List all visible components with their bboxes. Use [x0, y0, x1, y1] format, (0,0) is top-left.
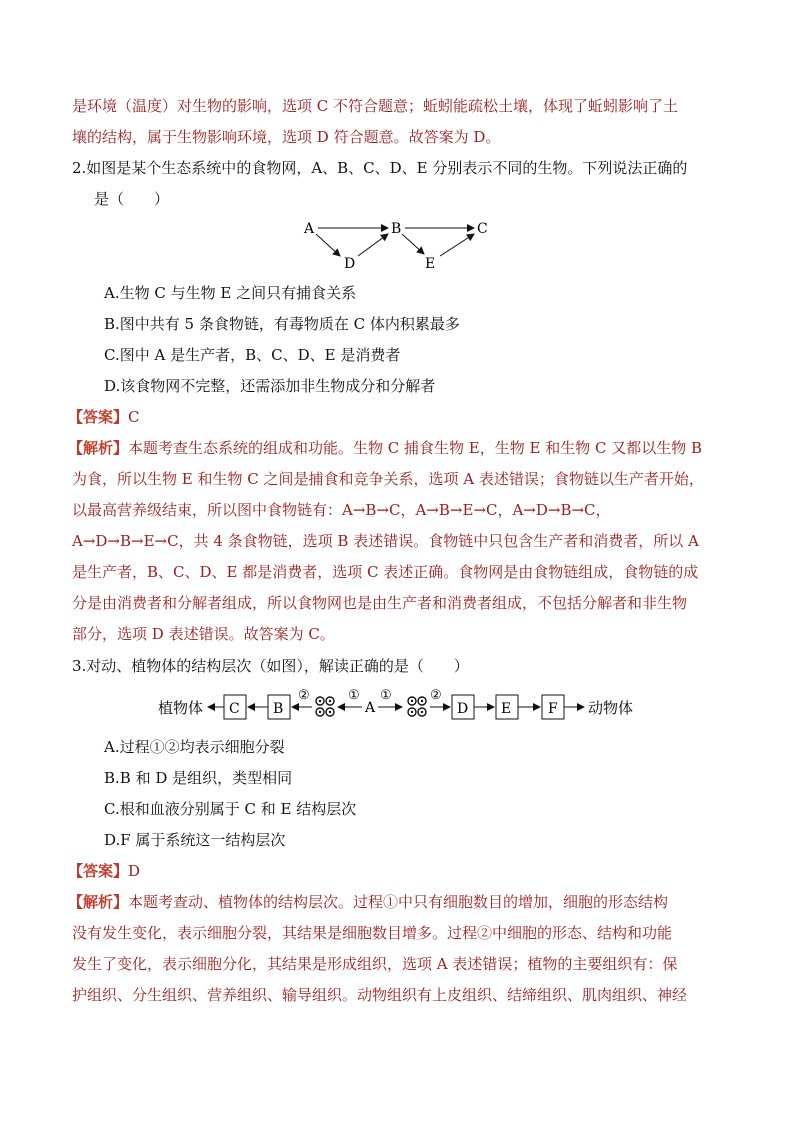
explanation-3-line	[68, 892, 668, 912]
explanation-3-line: 护组织、分生组织、营养组织、输导组织。动物组织有上皮组织、结缔组织、肌肉组织、神经	[72, 986, 688, 1004]
arrow-b-e	[402, 234, 424, 254]
explanation-text: 本题考查生态系统的组成和功能。生物 C 捕食生物 E，生物 E 和生物 C 又都以生物 B	[128, 439, 703, 457]
answer-value: D	[128, 862, 141, 880]
explanation-tag: 【解析】	[68, 439, 129, 457]
animal-body-label: 动物体	[588, 699, 634, 717]
node-a: A	[304, 221, 315, 237]
explanation-3-line: 没有发生变化，表示细胞分裂，其结果是细胞数目增多。过程②中细胞的形态、结构和功能	[72, 924, 673, 942]
answer-tag: 【答案】	[68, 408, 129, 426]
question-3-stem: 3.对动、植物体的结构层次（如图），解读正确的是（ ）	[72, 657, 469, 675]
q3-option-c: C.根和血液分别属于 C 和 E 结构层次	[104, 800, 357, 818]
node-d: D	[344, 256, 356, 272]
answer-3	[68, 861, 140, 881]
box-f-label: F	[548, 701, 558, 717]
answer-value: C	[128, 408, 140, 426]
explanation-2-line: 分是由消费者和分解者组成，所以食物网也是由生产者和消费者组成，不包括分解者和非生物	[72, 594, 688, 612]
q3-option-b: B.B 和 D 是组织，类型相同	[104, 769, 293, 787]
text-line: 是环境（温度）对生物的影响，选项 C 不符合题意；蚯蚓能疏松土壤，体现了蚯蚓影响了土	[72, 97, 679, 115]
explanation-3-line: 发生了变化，表示细胞分化，其结果是形成组织，选项 A 表述错误；植物的主要组织有：保	[72, 955, 678, 973]
answer-tag: 【答案】	[68, 862, 129, 880]
explanation-2-line: 部分，选项 D 表述错误。故答案为 C。	[72, 625, 335, 643]
explanation-2-line: 以最高营养级结束，所以图中食物链有：A→B→C，A→B→E→C，A→D→B→C，	[72, 501, 611, 519]
text-line: 壤的结构，属于生物影响环境，选项 D 符合题意。故答案为 D。	[72, 128, 501, 146]
structure-hierarchy-diagram	[158, 685, 638, 729]
answer-2	[68, 407, 140, 427]
step-1-right: ①	[380, 688, 392, 703]
question-2-stem-cont: 是（ ）	[94, 190, 170, 208]
q2-option-d: D.该食物网不完整，还需添加非生物成分和分解者	[104, 377, 436, 395]
box-c-label: C	[229, 701, 240, 717]
cell-cluster-left	[316, 697, 334, 716]
cell-a-label: A	[365, 700, 376, 716]
explanation-2-line: 是生产者，B、C、D、E 都是消费者，选项 C 表述正确。食物网是由食物链组成，食物链的成	[72, 563, 699, 581]
box-d-label: D	[457, 701, 469, 717]
node-e: E	[425, 256, 436, 272]
box-b-label: B	[273, 701, 284, 717]
arrow-d-b	[358, 234, 388, 256]
q2-option-c: C.图中 A 是生产者，B、C、D、E 是消费者	[104, 346, 401, 364]
step-2-left: ②	[298, 688, 310, 703]
q2-option-b: B.图中共有 5 条食物链，有毒物质在 C 体内积累最多	[104, 315, 460, 333]
plant-body-label: 植物体	[158, 699, 204, 717]
q3-option-a: A.过程①②均表示细胞分裂	[104, 738, 285, 756]
step-1-left: ①	[348, 688, 360, 703]
step-2-right: ②	[430, 688, 442, 703]
arrow-e-c	[440, 234, 474, 256]
explanation-2-line: A→D→B→E→C，共 4 条食物链，选项 B 表述错误。食物链中只包含生产者和消费者，所以 A	[72, 532, 699, 550]
food-web-diagram	[296, 212, 496, 276]
q3-option-d: D.F 属于系统这一结构层次	[104, 831, 286, 849]
explanation-tag: 【解析】	[68, 893, 129, 911]
q2-option-a: A.生物 C 与生物 E 之间只有捕食关系	[104, 284, 357, 302]
arrow-a-d	[316, 234, 340, 256]
cell-cluster-right	[408, 697, 426, 716]
box-e-label: E	[501, 701, 512, 717]
node-b: B	[391, 221, 402, 237]
node-c: C	[477, 221, 488, 237]
explanation-text: 本题考查动、植物体的结构层次。过程①中只有细胞数目的增加，细胞的形态结构	[128, 893, 669, 911]
question-2-stem: 2.如图是某个生态系统中的食物网，A、B、C、D、E 分别表示不同的生物。下列说法正确的	[72, 159, 688, 177]
explanation-2-line	[68, 438, 702, 458]
explanation-2-line: 为食，所以生物 E 和生物 C 之间是捕食和竞争关系，选项 A 表述错误；食物链以生产者开始，	[72, 470, 704, 488]
